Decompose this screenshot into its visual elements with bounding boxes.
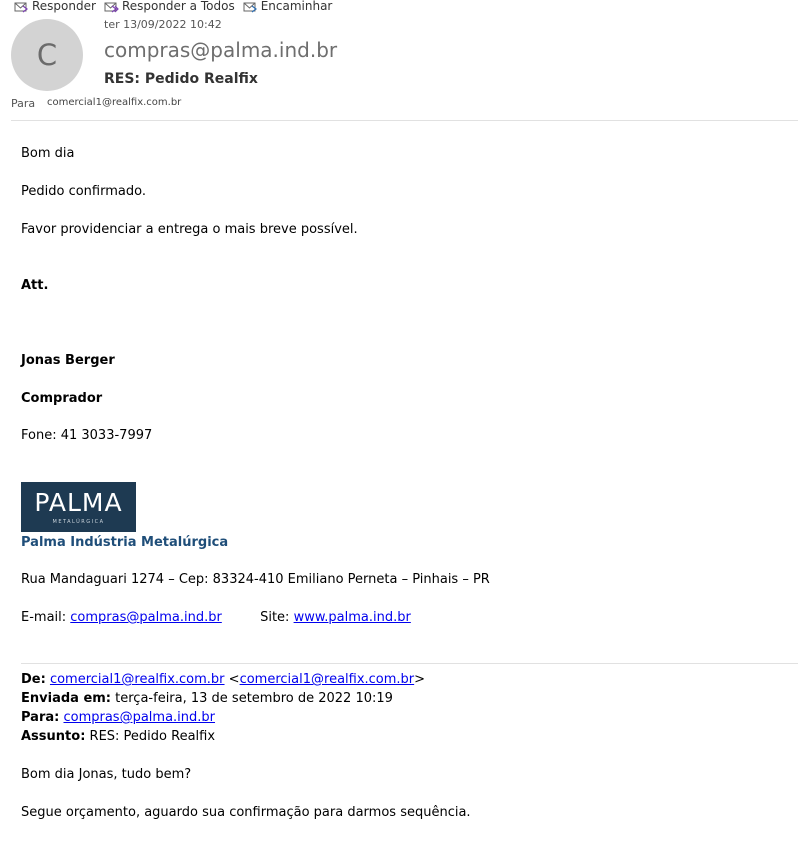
reply-button[interactable]: [14, 0, 96, 14]
message-subject: RES: Pedido Realfix: [104, 71, 258, 87]
reply-all-icon: [104, 0, 119, 13]
to-label: Para: [11, 97, 36, 110]
quoted-from-label: De:: [21, 672, 46, 687]
company-logo: [21, 482, 136, 532]
quoted-from-bracket-open: <: [228, 672, 240, 687]
signature-contacts: [21, 610, 411, 625]
signature-address: Rua Mandaguari 1274 – Cep: 83324-410 Emiliano Perneta – Pinhais – PR: [21, 572, 490, 587]
forward-button[interactable]: [243, 0, 333, 14]
site-label: Site:: [260, 610, 290, 625]
quoted-sent: [21, 691, 393, 706]
quoted-sent-label: Enviada em:: [21, 691, 112, 706]
forward-label: Encaminhar: [260, 0, 333, 13]
quoted-sent-value: terça-feira, 13 de setembro de 2022 10:19: [115, 691, 393, 706]
quoted-from-bracket-link[interactable]: comercial1@realfix.com.br: [239, 672, 415, 687]
quote-divider: [21, 663, 798, 664]
quoted-subject-label: Assunto:: [21, 729, 86, 744]
signature-role: Comprador: [21, 391, 103, 406]
message-actions-toolbar: [14, 0, 332, 14]
logo-subtext: METALÚRGICA: [52, 519, 105, 525]
signature-company: Palma Indústria Metalúrgica: [21, 535, 229, 550]
quoted-greeting: Bom dia Jonas, tudo bem?: [21, 767, 192, 782]
reply-icon: [14, 0, 29, 13]
quoted-from: [21, 672, 425, 687]
quoted-to-label: Para:: [21, 710, 60, 725]
email-label: E-mail:: [21, 610, 67, 625]
reply-all-button[interactable]: [104, 0, 235, 14]
signature-email-link[interactable]: compras@palma.ind.br: [70, 610, 222, 625]
sender-avatar: C: [11, 19, 83, 91]
signature-site-link[interactable]: www.palma.ind.br: [293, 610, 411, 625]
signature-name: Jonas Berger: [21, 353, 115, 368]
body-line-confirmed: Pedido confirmado.: [21, 184, 146, 199]
quoted-subject: [21, 729, 215, 744]
body-greeting: Bom dia: [21, 146, 75, 161]
forward-icon: [243, 0, 258, 13]
reply-label: Responder: [32, 0, 96, 13]
quoted-from-link[interactable]: comercial1@realfix.com.br: [49, 672, 225, 687]
quoted-subject-value: RES: Pedido Realfix: [89, 729, 216, 744]
recipient-address[interactable]: comercial1@realfix.com.br: [47, 97, 182, 108]
body-closing: Att.: [21, 278, 49, 293]
quoted-to: [21, 710, 215, 725]
signature-phone: Fone: 41 3033-7997: [21, 428, 153, 443]
body-line-request: Favor providenciar a entrega o mais breve possível.: [21, 222, 358, 237]
message-timestamp: ter 13/09/2022 10:42: [104, 18, 222, 31]
reply-all-label: Responder a Todos: [121, 0, 235, 13]
logo-text: PALMA: [34, 488, 123, 517]
quoted-from-bracket-close: >: [414, 672, 426, 687]
header-divider: [11, 120, 798, 121]
quoted-to-link[interactable]: compras@palma.ind.br: [63, 710, 216, 725]
sender-address[interactable]: compras@palma.ind.br: [104, 38, 338, 62]
quoted-text: Segue orçamento, aguardo sua confirmação para darmos sequência.: [21, 805, 471, 820]
